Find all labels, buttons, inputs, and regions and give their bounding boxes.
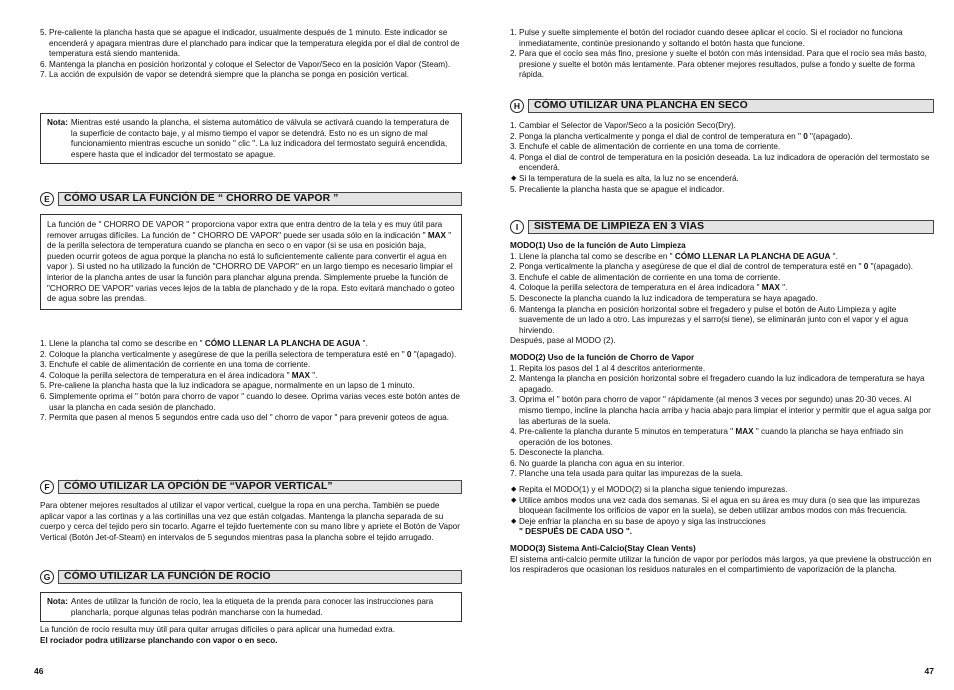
list-item: 6. Mantenga la plancha en posición horizontal sobre el fregadero y pulse el botón de Auto Limpieza y agite suavemente de un lado a otro. Las impurezas y el sarro(si tiene), se eliminarán junto con el vapor y el agua hirviendo.: [510, 304, 909, 335]
list-item: 1. Repita los pasos del 1 al 4 descritos anteriormente.: [510, 363, 706, 373]
thermostat-note-box: [40, 113, 462, 164]
note-label: Nota:: [47, 118, 68, 127]
list-item: 6. No guarde la plancha con agua en su interior.: [510, 458, 685, 468]
page-number: 46: [34, 666, 44, 676]
section-letter-badge: H: [510, 99, 524, 113]
list-item: 5. Pre-caliene la plancha hasta que la luz indicadora se apague, normalmente en un lapso de 1 minuto.: [40, 381, 415, 391]
bullet-item: ◆ Utilice ambos modos una vez cada dos semanas. Si el agua en su área es muy dura (o sea que las impurezas bloquean facilmente los orificios de vapor en la suela), se deben utilizar ambos modos con más frecuencia.: [511, 495, 920, 516]
diamond-bullet-icon: ◆: [511, 174, 517, 182]
mode1-after: Después, pase al MODO (2).: [510, 336, 616, 346]
mode1-title: MODO(1) Uso de la función de Auto Limpieza: [510, 241, 686, 250]
section-title: CÓMO UTILIZAR LA OPCIÓN DE “VAPOR VERTICAL”: [58, 480, 462, 494]
cleaning-modes: [510, 241, 934, 576]
section-letter-badge: E: [40, 192, 54, 206]
top-instructions-list: [40, 28, 462, 81]
section-letter-badge: G: [40, 570, 54, 584]
spray-note-box: [40, 592, 462, 622]
list-item: 2. Ponga la plancha verticalmente y ponga el dial de control de temperatura en " 0 "(apagado).: [510, 131, 853, 141]
spray-steps-list: [510, 28, 934, 81]
list-item: 7. La acción de expulsión de vapor se detendrá siempre que la plancha se ponga en posición vertical.: [40, 70, 410, 80]
list-item: 3. Enchufe el cable de alimentación de corriente en una toma de corriente.: [40, 360, 311, 370]
spray-description: La función de rocío resulta muy útil para quitar arrugas difíciles o para aplicar una humedad extra. El rociador podra utilizarse planchando con vapor o en seco.: [40, 625, 395, 645]
page-number: 47: [924, 666, 934, 676]
right-page: [510, 0, 934, 690]
list-item: 3. Oprima el " botón para chorro de vapor " rápidamente (al menos 3 veces por segundo) unas 20-30 veces. Al mismo tiempo, incline la plancha hacia arriba y hacia abajo para limpiar el interior y permitir que el agua salga por las aberturas de la suela.: [510, 395, 931, 426]
list-item: 5. Precaliente la plancha hasta que se apague el indicador.: [510, 184, 725, 194]
list-item: 4. Pre-caliente la plancha durante 5 minutos en temperatura " MAX " cuando la plancha se haya enfriado sin operación de los botones.: [510, 427, 904, 447]
list-item: 5. Desconecte la plancha cuando la luz indicadora de temperatura se haya apagado.: [510, 293, 818, 303]
mode2-title: MODO(2) Uso de la función de Chorro de Vapor: [510, 352, 695, 362]
section-title: CÓMO UTILIZAR LA FUNCIÓN DE ROCÍO: [58, 570, 462, 584]
section-title: SISTEMA DE LIMPIEZA EN 3 VÍAS: [528, 220, 934, 234]
mode3-title: MODO(3) Sistema Anti-Calcio(Stay Clean Vents): [510, 544, 696, 554]
dry-iron-steps-list: [510, 121, 934, 195]
list-item: 2. Mantenga la plancha en posición horizontal sobre el fregadero cuando la luz indicadora de temperatura se haya apagado.: [510, 374, 925, 394]
list-item: 2. Coloque la plancha verticalmente y asegúrese de que la perilla selectora de temperatura esté en " 0 "(apagado).: [40, 349, 457, 359]
note-text: Mientras esté usando la plancha, el sistema automático de válvula se activará cuando la temperatura de la superficie de contacto baje, y al mismo tiempo el vapor se detendrá. Esto no es un signo de mal funcionamiento mientras escuche un sonido " clic ". La luz indicadora del termostato seguirá encendida, espere hasta que el indicador del termostato se apague.: [70, 118, 450, 159]
list-item: 3. Enchufe el cable de alimentación de corriente en una toma de corriente.: [510, 272, 781, 282]
list-item: 1. Pulse y suelte simplemente el botón del rociador cuando desee aplicar el cocío. Si el rociador no funciona inmediatamente, continúe presionando y soltando el botón hasta que funcione.: [510, 28, 903, 48]
section-h-heading: [510, 99, 934, 114]
bullet-item: ◆ Deje enfriar la plancha en su base de apoyo y siga las instrucciones " DESPUÉS DE CADA USO ".: [511, 516, 766, 537]
section-title: CÓMO UTILIZAR UNA PLANCHA EN SECO: [528, 99, 934, 113]
note-text: Antes de utilizar la función de rocío, lea la etiqueta de la prenda para conocer las instrucciones para plancharla, porque algunas telas podrán mancharse con la humedad.: [70, 597, 434, 617]
steam-burst-steps-list: [40, 339, 462, 424]
diamond-bullet-icon: ◆: [511, 496, 517, 504]
list-item: 2. Ponga verticalmente la plancha y asegúrese de que el dial de control de temperatura esté en " 0 "(apagado).: [510, 262, 914, 272]
steam-burst-info-box: La función de " CHORRO DE VAPOR " proporciona vapor extra que entra dentro de la tela y es muy útil para remover arrugas difíciles. La función de " CHORRO DE VAPOR" puede ser usada sólo en la indicación " MAX " de la perilla selectora de temperatura cuando se plancha en seco o en vapor (si se usa en posición baja, pueden ocurrir goteos de agua porque la plancha no está lo suficientemente caliente para convertir el agua en vapor ). Si usted no ha utilizado la función de "CHORRO DE VAPOR" en un largo tiempo es necesario limpiar el interior de la plancha antes de usar la función para planchar alguna prenda. Simplemente pruebe la función de "CHORRO DE VAPOR" varias veces lejos de la tabla de planchado y de la ropa. Esto evitará manchado o goteo de agua sobre las prendas.: [40, 214, 462, 310]
list-item: 4. Coloque la perilla selectora de temperatura en el área indicadora " MAX ".: [40, 370, 318, 380]
list-item: 1. Cambiar el Selector de Vapor/Seco a la posición Seco(Dry).: [510, 121, 736, 130]
section-f-heading: [40, 480, 462, 495]
section-letter-badge: F: [40, 480, 54, 494]
list-item: 5. Pre-caliente la plancha hasta que se apague el indicador, usualmente después de 1 minuto. Este indicador se encenderá y apagara mientras dure el planchado para indicar que la temperatura elegida por el dial de control de temperatura está siendo mantenida.: [40, 28, 460, 59]
diamond-bullet-icon: ◆: [511, 486, 517, 494]
list-item: 4. Ponga el dial de control de temperatura en la posición deseada. La luz indicadora de operación del termostato se encenderá.: [510, 152, 930, 173]
mode3-text: El sistema anti-calcio permite utilizar la función de vapor por períodos más largos, ya que previene la obstrucción en los respiraderos que ocasionan los residuos naturales en el compartimiento de vaporización de la plancha.: [510, 554, 932, 575]
section-e-heading: [40, 192, 462, 207]
section-title: CÓMO USAR LA FUNCIÓN DE “ CHORRO DE VAPOR ”: [58, 192, 462, 206]
bullet-item: ◆ Repita el MODO(1) y el MODO(2) si la plancha sigue teniendo impurezas.: [511, 485, 788, 495]
vertical-steam-text: Para obtener mejores resultados al utilizar el vapor vertical, cuelgue la ropa en una percha. También se puede aplicar vapor a las cortinas y a las cortinillas una vez que están colgadas. Mantenga la plancha separada de su cuerpo y cerca del tejido pero sin tocarlo. Agarre el tejido fuertemente con su mano libre y apriete el Botón de Vapor Vertical (Botón Jet-of-Steam) en intervalos de 5 segundos mientras pasa la plancha sobre el tejido arrugado.: [40, 501, 460, 542]
list-item: 5. Desconecte la plancha.: [510, 448, 605, 458]
list-item: 7. Planche una tela usada para quitar las impurezas de la suela.: [510, 469, 743, 479]
note-label: Nota:: [47, 597, 68, 606]
list-item: 6. Mantenga la plancha en posición horizontal y coloque el Selector de Vapor/Seco en la posición Vapor (Steam).: [40, 59, 451, 69]
section-i-heading: [510, 220, 934, 235]
list-item: 6. Simplemente oprima el " botón para chorro de vapor " cuando lo desee. Oprima varias veces este botón antes de usar la plancha en cada sesión de planchado.: [40, 391, 460, 412]
section-letter-badge: I: [510, 220, 524, 234]
list-item: 7. Permita que pasen al menos 5 segundos entre cada uso del " chorro de vapor " para prevenir goteos de agua.: [40, 413, 449, 423]
list-item: 2. Para que el cocío sea más fino, presione y suelte el botón con más intensidad. Para que el rocío sea más basto, presione y suelte el botón más lentamente. Para obtener mejores resultados, pulse a fondo y suelte de forma rápida.: [510, 49, 927, 80]
list-item: 3. Enchufe el cable de alimentación de corriente en una toma de corriente.: [510, 142, 781, 152]
left-page: [34, 0, 462, 690]
list-item: 1. Llene la plancha tal como se describe en " CÓMO LLENAR LA PLANCHA DE AGUA ".: [510, 251, 838, 261]
diamond-bullet-icon: ◆: [511, 517, 517, 525]
section-g-heading: [40, 570, 462, 585]
bullet-item: ◆ Si la temperatura de la suela es alta, la luz no se encenderá.: [511, 173, 739, 183]
list-item: 1. Llene la plancha tal como se describe en " CÓMO LLENAR LA PLANCHA DE AGUA ".: [40, 339, 368, 348]
list-item: 4. Coloque la perilla selectora de temperatura en el área indicadora " MAX ".: [510, 283, 788, 293]
